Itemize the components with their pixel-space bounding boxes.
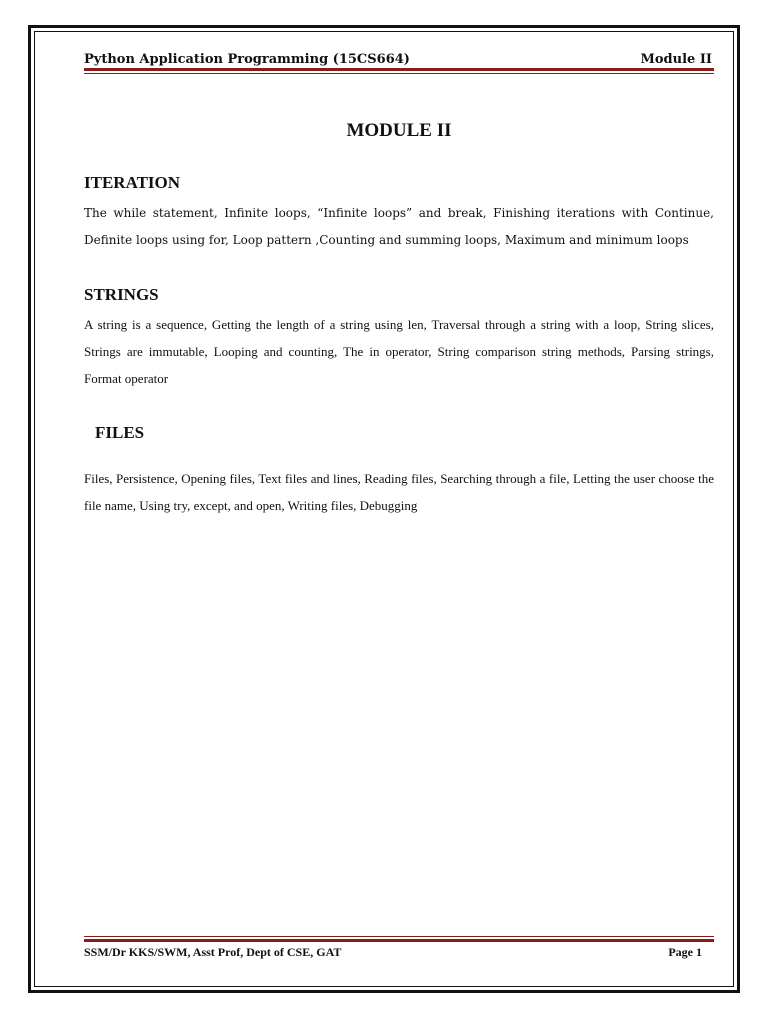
footer-rule-thin: [84, 936, 714, 937]
footer-rule-thick: [84, 939, 714, 942]
header-rule-thick: [84, 68, 714, 71]
section-heading-strings: STRINGS: [84, 285, 159, 304]
header-rule-thin: [84, 73, 714, 74]
section-body-strings: A string is a sequence, Getting the length of a string using len, Traversal through a string with a loop, String slices, Strings are immutable, Looping and counting, The in operator, String comparison string methods, Parsing strings, Format operator: [84, 317, 714, 386]
section-heading-iteration: ITERATION: [84, 173, 181, 192]
page-title: MODULE II: [346, 120, 452, 141]
header-module-label: Module II: [640, 52, 712, 67]
footer-author: SSM/Dr KKS/SWM, Asst Prof, Dept of CSE, GAT: [84, 944, 342, 959]
page-header: [84, 47, 712, 67]
page-footer: [84, 944, 702, 960]
footer-page-number: Page 1: [668, 944, 702, 959]
section-body-iteration: The while statement, Infinite loops, “Infinite loops” and break, Finishing iterations with Continue, Definite loops using for, Loop pattern ,Counting and summing loops, Maximum and minimum loops: [84, 206, 714, 247]
header-course-title: Python Application Programming (15CS664): [84, 52, 410, 67]
section-heading-files: FILES: [95, 423, 145, 442]
section-body-files: Files, Persistence, Opening files, Text files and lines, Reading files, Searching through a file, Letting the user choose the file name, Using try, except, and open, Writing files, Debugging: [84, 471, 714, 513]
